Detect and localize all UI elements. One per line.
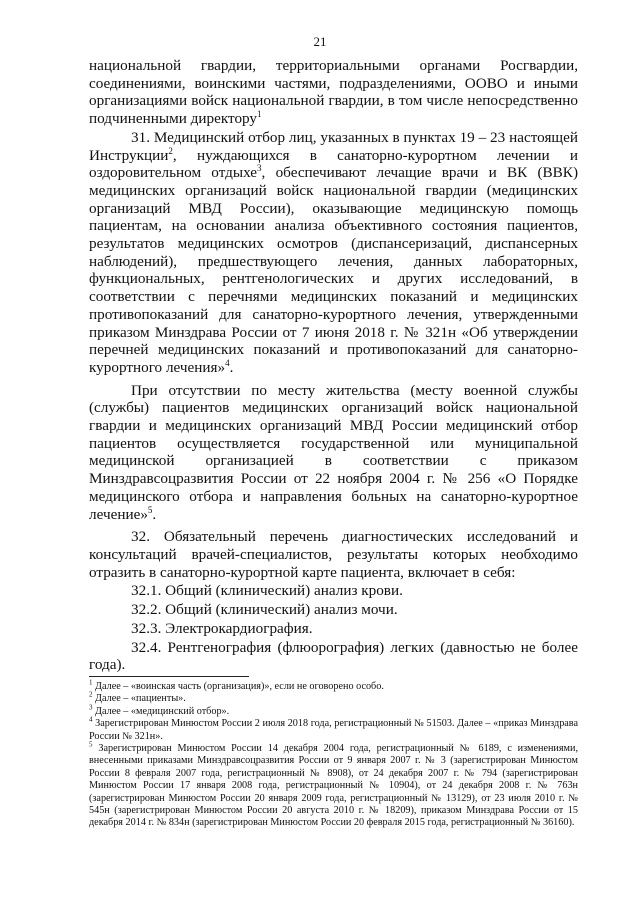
footnote-text: Зарегистрирован Минюстом России 2 июля 2018 года, регистрационный № 51503. Далее – «приказ Минздрава России № 321н».	[89, 718, 579, 742]
footnote-ref: 1	[257, 109, 262, 120]
footnote-number: 2	[89, 691, 93, 700]
footnote-number: 4	[89, 715, 93, 724]
paragraph-absence: При отсутствии по месту жительства (месту военной службы (службы) пациентов медицинских организаций войск национальной гвардии и медицинских организаций МВД России медицинский отбор пациентов осуществляется государственной или муниципальной медицинской организацией в соответствии с приказом Минздравсоцразвития России от 22 ноября 2004 г. № 256 «О Порядке медицинского отбора и направления больных на санаторно-курортное лечение»$^5$.	[89, 381, 578, 523]
footnote	[89, 678, 578, 693]
paragraph-continuation	[89, 57, 578, 128]
footnote	[89, 703, 578, 718]
page-number: 21	[313, 34, 327, 49]
list-item: 32.3. Электрокардиография.	[131, 619, 313, 637]
paragraph-text: , нуждающихся в санаторно-курортном лечении и оздоровительном отдыхе	[89, 146, 578, 182]
paragraph-32: 32. Обязательный перечень диагностических исследований и консультаций врачей-специалистов, результаты которых необходимо отразить в санаторно-курортной карте пациента, включает в себя:	[89, 528, 578, 581]
paragraph-text: При отсутствии по месту жительства (месту военной службы (службы) пациентов медицинских организаций войск национальной гвардии и медицинских организаций МВД России медицинский отбор пациентов осуществляется государственной или муниципальной медицинской организацией в соответствии с приказом Минздравсоцразвития России от 22 ноября 2004 г. № 256 «О Порядке медицинского отбора и направления больных на санаторно-курортное лечение»	[89, 381, 578, 523]
list-item: 32.1. Общий (клинический) анализ крови.	[131, 582, 403, 600]
footnote-text: Зарегистрирован Минюстом России 14 декабря 2004 года, регистрационный № 6189, с изменениями, внесенными приказами Минздравсоцразвития России от 9 января 2007 г. № 3 (зарегистрирован Минюстом России 8 февраля 2007 года, регистрационный № 8908), от 24 декабря 2007 г. № 794 (зарегистрирован Минюстом России 17 января 2008 года, регистрационный № 10904), от 24 декабря 2008 г. № 763н (зарегистрирован Минюстом России 20 января 2009 года, регистрационный № 13129), от 23 июля 2010 г. № 545н (зарегистрирован Минюстом России 20 августа 2010 г. № 18209), приказом Минздрава России от 15 декабря 2014 г. № 834н (зарегистрирован Минюстом России 20 февраля 2015 года, регистрационный № 36160).	[89, 743, 578, 829]
paragraph-31: 31. Медицинский отбор лиц, указанных в пунктах 19 – 23 настоящей Инструкции$^2$, нуждающихся в санаторно-курортном лечении и оздоровительном отдыхе$^3$, обеспечивают лечащие врачи и ВК (ВВК) медицинских организаций войск национальной гвардии (медицинских организаций МВД России), оказывающие медицинскую помощь пациентам, на основании анализа объективного состояния пациентов, результатов медицинских осмотров (диспансеризаций, диспансерных наблюдений), предшествующего лечения, данных лабораторных, функциональных, рентгенологических и других исследований, в соответствии с перечнями медицинских показаний и медицинских противопоказаний для санаторно-курортного лечения, утвержденными приказом Минздрава России от 7 июня 2018 г. № 321н «Об утверждении перечней медицинских показаний и противопоказаний для санаторно-курортного лечения»$^4$.	[89, 128, 578, 376]
document-body	[89, 57, 578, 674]
paragraph-text: , обеспечивают лечащие врачи и ВК (ВВК) медицинских организаций войск национальной гвардии (медицинских организаций МВД России), оказывающие медицинскую помощь пациентам, на основании анализа объективного состояния пациентов, результатов медицинских осмотров (диспансеризаций, диспансерных наблюдений), предшествующего лечения, данных лабораторных, функциональных, рентгенологических и других исследований, в соответствии с перечнями медицинских показаний и медицинских противопоказаний для санаторно-курортного лечения, утвержденными приказом Минздрава России от 7 июня 2018 г. № 321н «Об утверждении перечней медицинских показаний и противопоказаний для санаторно-курортного лечения»	[89, 164, 578, 376]
footnote-separator	[89, 676, 249, 677]
footnote-text: Далее – «воинская часть (организация)», если не оговорено особо.	[95, 681, 384, 692]
footnote-number: 1	[89, 678, 93, 687]
footnote	[89, 693, 578, 705]
list-item: 32.4. Рентгенография (флюорография) легких (давностью не более года).	[89, 638, 578, 674]
footnote	[89, 740, 578, 830]
footnotes	[89, 678, 579, 830]
footnote-number: 5	[89, 740, 93, 749]
paragraph-text: 31. Медицинский отбор лиц, указанных в пунктах 19 – 23 настоящей Инструкции	[89, 128, 578, 164]
footnote-text: Далее – «пациенты».	[95, 693, 186, 705]
footnote-ref: 5	[147, 504, 153, 515]
footnote-ref: 3	[257, 163, 262, 174]
footnote-ref: 4	[225, 357, 230, 368]
paragraph-text: национальной гвардии, территориальными органами Росгвардии, соединениями, воинскими частями, подразделениями, ОOBO и иными организациями войск национальной гвардии, в том числе непосредственно подчиненными директору	[89, 57, 578, 128]
footnote-text: Далее – «медицинский отбор».	[95, 705, 230, 717]
list-item: 32.2. Общий (клинический) анализ мочи.	[131, 601, 398, 619]
footnote-ref: 2	[168, 145, 173, 156]
footnote	[89, 715, 579, 743]
footnote-number: 3	[89, 703, 93, 712]
